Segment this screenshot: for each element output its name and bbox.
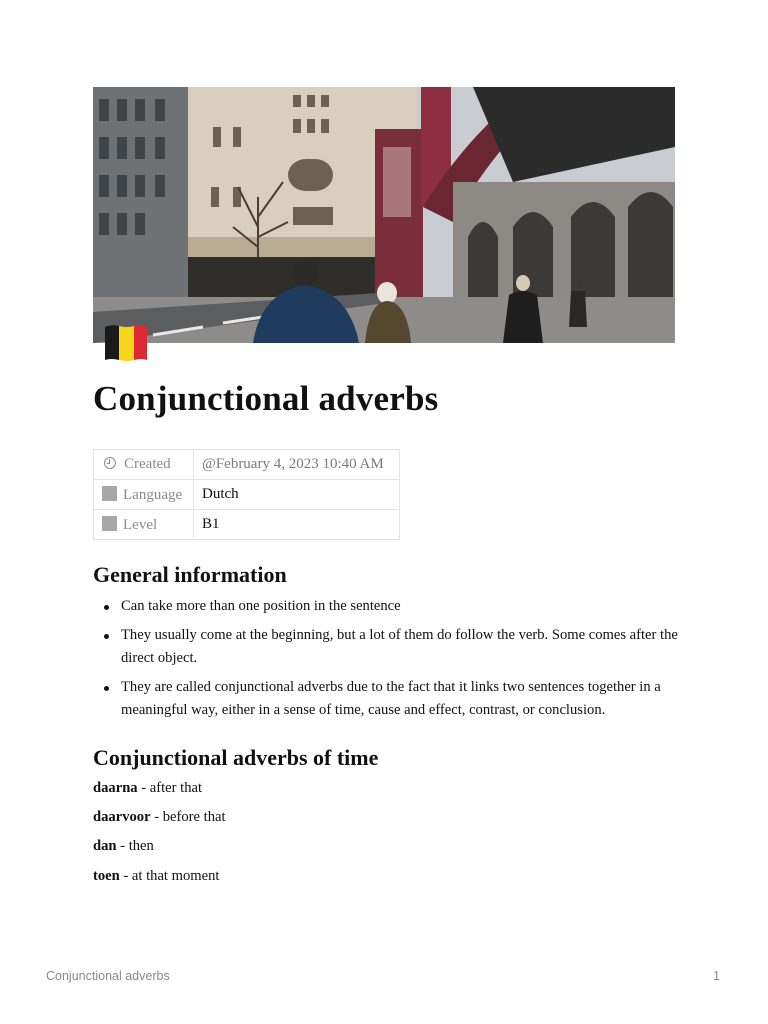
section-heading-general: General information [93,562,287,587]
term-meaning: - before that [150,809,226,825]
property-row-created [94,450,400,480]
term-word: daarvoor [93,809,151,825]
term-entry [93,780,202,797]
list-item: Can take more than one position in the sentence [121,595,681,618]
page-content [93,87,678,884]
property-value: Dutch [194,480,400,510]
belgium-flag-icon [103,323,149,361]
property-key [94,510,194,540]
term-word: toen [93,868,120,884]
term-meaning: - at that moment [119,868,220,884]
property-value: B1 [194,510,400,540]
term-entry [93,868,219,885]
property-row-language [94,480,400,510]
general-info-list [93,595,681,728]
property-value: @February 4, 2023 10:40 AM [194,450,400,480]
property-key [94,480,194,510]
footer-doc-title: Conjunctional adverbs [46,969,170,983]
section-heading-time: Conjunctional adverbs of time [93,745,379,770]
footer-page-number: 1 [713,969,720,983]
list-item: They are called conjunctional adverbs due to the fact that it links two sentences together in a meaningful way, either in a sense of time, cause and effect, contrast, or conclusion. [121,676,681,722]
term-meaning: - then [116,838,154,854]
list-item: They usually come at the beginning, but a lot of them do follow the verb. Some comes after the direct object. [121,624,681,670]
select-property-icon [102,516,117,531]
term-word: daarna [93,780,138,796]
term-meaning: - after that [137,780,203,796]
property-key-label: Language [123,486,183,503]
clock-icon [104,457,116,469]
property-key [94,450,194,480]
property-key-label: Created [124,456,171,472]
properties-table [93,449,400,540]
term-word: dan [93,838,117,854]
select-property-icon [102,486,117,501]
page-title: Conjunctional adverbs [93,379,439,418]
property-key-label: Level [123,516,158,533]
term-entry [93,838,154,855]
term-entry [93,809,226,826]
cover-image [93,87,675,343]
property-row-level [94,510,400,540]
